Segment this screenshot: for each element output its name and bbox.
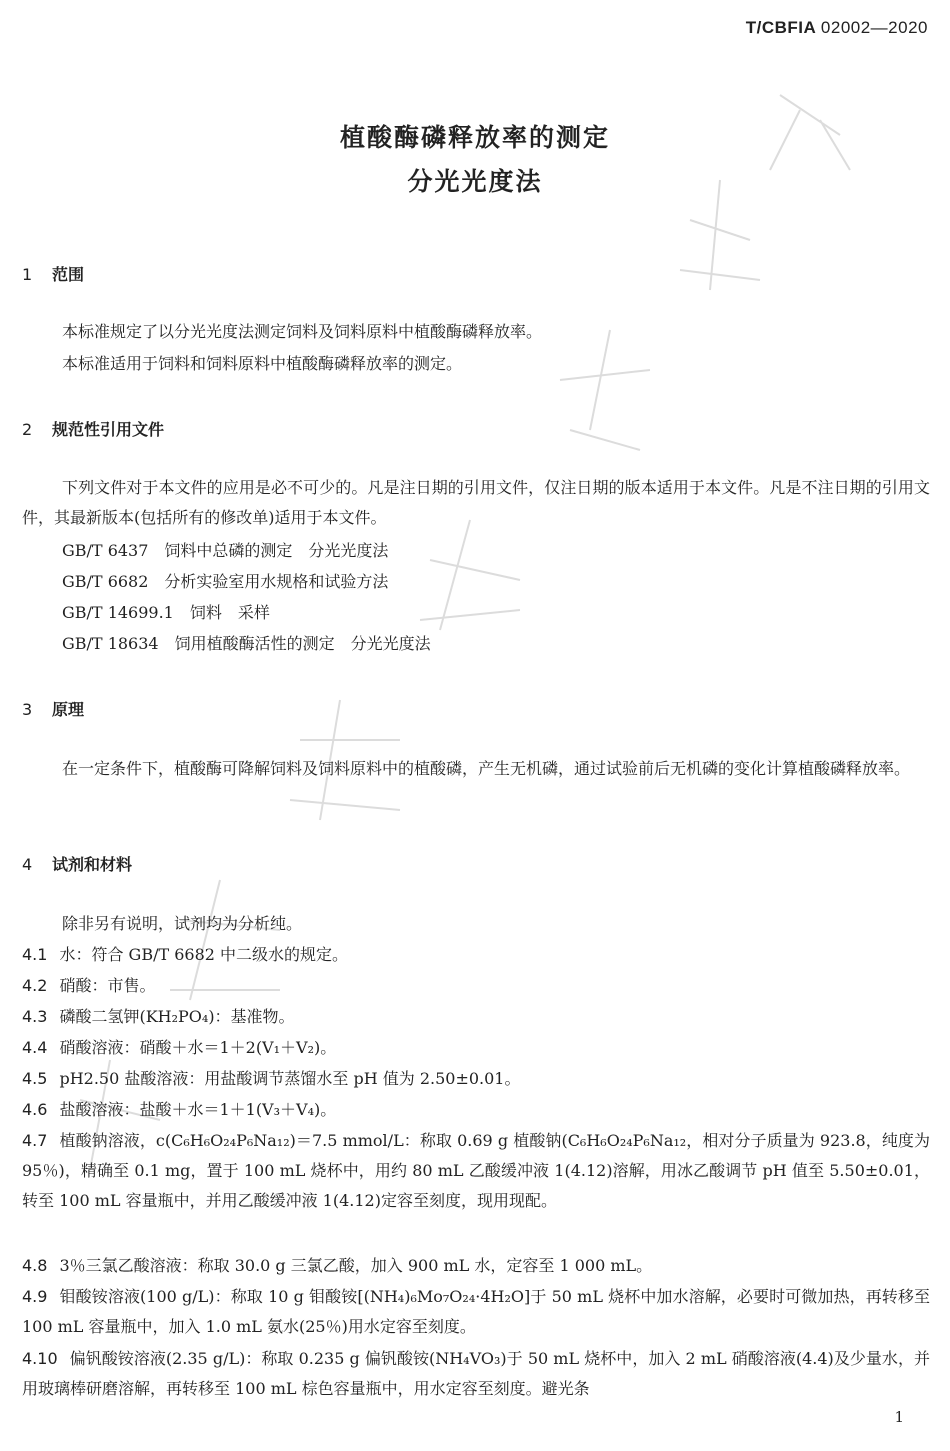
list-item [22, 1344, 930, 1404]
item-text: 硝酸：市售。 [59, 976, 156, 995]
section-title: 原理 [52, 700, 85, 719]
section-2-heading [22, 417, 164, 440]
item-text: 偏钒酸铵溶液(2.35 g/L)：称取 0.235 g 偏钒酸铵(NH₄VO₃)于 50 mL 烧杯中，加入 2 mL 硝酸溶液(4.4)及少量水，并用玻璃棒研磨溶解，再转移至 100 mL 棕色容量瓶中，用水定容至刻度。避光条 [22, 1349, 930, 1398]
reference-item: GB/T 6437 饲料中总磷的测定 分光光度法 [62, 541, 389, 560]
item-number: 4.6 [22, 1100, 48, 1119]
section-4-heading [22, 852, 132, 875]
item-text: 植酸钠溶液，c(C₆H₆O₂₄P₆Na₁₂)＝7.5 mmol/L：称取 0.69 g 植酸钠(C₆H₆O₂₄P₆Na₁₂，相对分子质量为 923.8，纯度为 95％)，精确至 0.1 mg，置于 100 mL 烧杯中，用约 80 mL 乙酸缓冲液 1(4.12)溶解，用冰乙酸调节 pH 值至 5.50±0.01，转至 100 mL 容量瓶中，并用乙酸缓冲液 1(4.12)定容至刻度，现用现配。 [22, 1131, 930, 1210]
item-number: 4.1 [22, 945, 48, 964]
standard-code [746, 18, 928, 38]
item-text: pH2.50 盐酸溶液：用盐酸调节蒸馏水至 pH 值为 2.50±0.01。 [59, 1069, 521, 1088]
list-item [22, 1002, 930, 1032]
section-1-heading [22, 262, 84, 285]
item-number: 4.10 [22, 1349, 58, 1368]
item-text: 磷酸二氢钾(KH₂PO₄)：基准物。 [59, 1007, 295, 1026]
section-title: 试剂和材料 [52, 855, 133, 874]
document-subtitle: 分光光度法 [407, 167, 543, 196]
list-item [22, 1064, 930, 1094]
item-number: 4.8 [22, 1256, 48, 1275]
section-title: 范围 [52, 265, 85, 284]
item-text: 3％三氯乙酸溶液：称取 30.0 g 三氯乙酸，加入 900 mL 水，定容至 1 000 mL。 [59, 1256, 653, 1275]
section-number: 3 [22, 700, 33, 719]
paragraph: 本标准适用于饲料和饲料原料中植酸酶磷释放率的测定。 [62, 354, 463, 373]
list-item [22, 1251, 930, 1281]
item-number: 4.9 [22, 1287, 48, 1306]
paragraph: 在一定条件下，植酸酶可降解饲料及饲料原料中的植酸磷，产生无机磷，通过试验前后无机磷的变化计算植酸磷释放率。 [62, 759, 911, 778]
reference-item: GB/T 18634 饲用植酸酶活性的测定 分光光度法 [62, 634, 431, 653]
document-title: 植酸酶磷释放率的测定 [339, 123, 610, 152]
page-number: 1 [894, 1408, 904, 1426]
list-item [22, 971, 930, 1001]
item-text: 水：符合 GB/T 6682 中二级水的规定。 [59, 945, 349, 964]
paragraph: 除非另有说明，试剂均为分析纯。 [62, 914, 303, 933]
item-number: 4.7 [22, 1131, 48, 1150]
list-item [22, 1126, 930, 1216]
paragraph: 下列文件对于本文件的应用是必不可少的。凡是注日期的引用文件，仅注日期的版本适用于本文件。凡是不注日期的引用文件，其最新版本(包括所有的修改单)适用于本文件。 [22, 478, 930, 527]
section-number: 1 [22, 265, 33, 284]
section-3-heading [22, 697, 84, 720]
reference-item: GB/T 6682 分析实验室用水规格和试验方法 [62, 572, 389, 591]
standard-prefix: T/CBFIA [745, 18, 816, 37]
reference-item: GB/T 14699.1 饲料 采样 [62, 603, 270, 622]
item-number: 4.4 [22, 1038, 48, 1057]
list-item [22, 1095, 930, 1125]
section-title: 规范性引用文件 [52, 420, 165, 439]
item-number: 4.5 [22, 1069, 48, 1088]
list-item [22, 1282, 930, 1342]
section-number: 4 [22, 855, 33, 874]
item-text: 钼酸铵溶液(100 g/L)：称取 10 g 钼酸铵[(NH₄)₆Mo₇O₂₄·4H₂O]于 50 mL 烧杯中加水溶解，必要时可微加热，再转移至 100 mL 容量瓶中，加入 1.0 mL 氨水(25％)用水定容至刻度。 [22, 1287, 930, 1336]
paragraph: 本标准规定了以分光光度法测定饲料及饲料原料中植酸酶磷释放率。 [62, 322, 543, 341]
item-text: 盐酸溶液：盐酸＋水＝1＋1(V₃＋V₄)。 [59, 1100, 337, 1119]
item-text: 硝酸溶液：硝酸＋水＝1＋2(V₁＋V₂)。 [59, 1038, 337, 1057]
item-number: 4.3 [22, 1007, 48, 1026]
list-item [22, 1033, 930, 1063]
item-number: 4.2 [22, 976, 48, 995]
section-number: 2 [22, 420, 33, 439]
standard-number: 02002—2020 [820, 18, 928, 37]
list-item [22, 940, 930, 970]
